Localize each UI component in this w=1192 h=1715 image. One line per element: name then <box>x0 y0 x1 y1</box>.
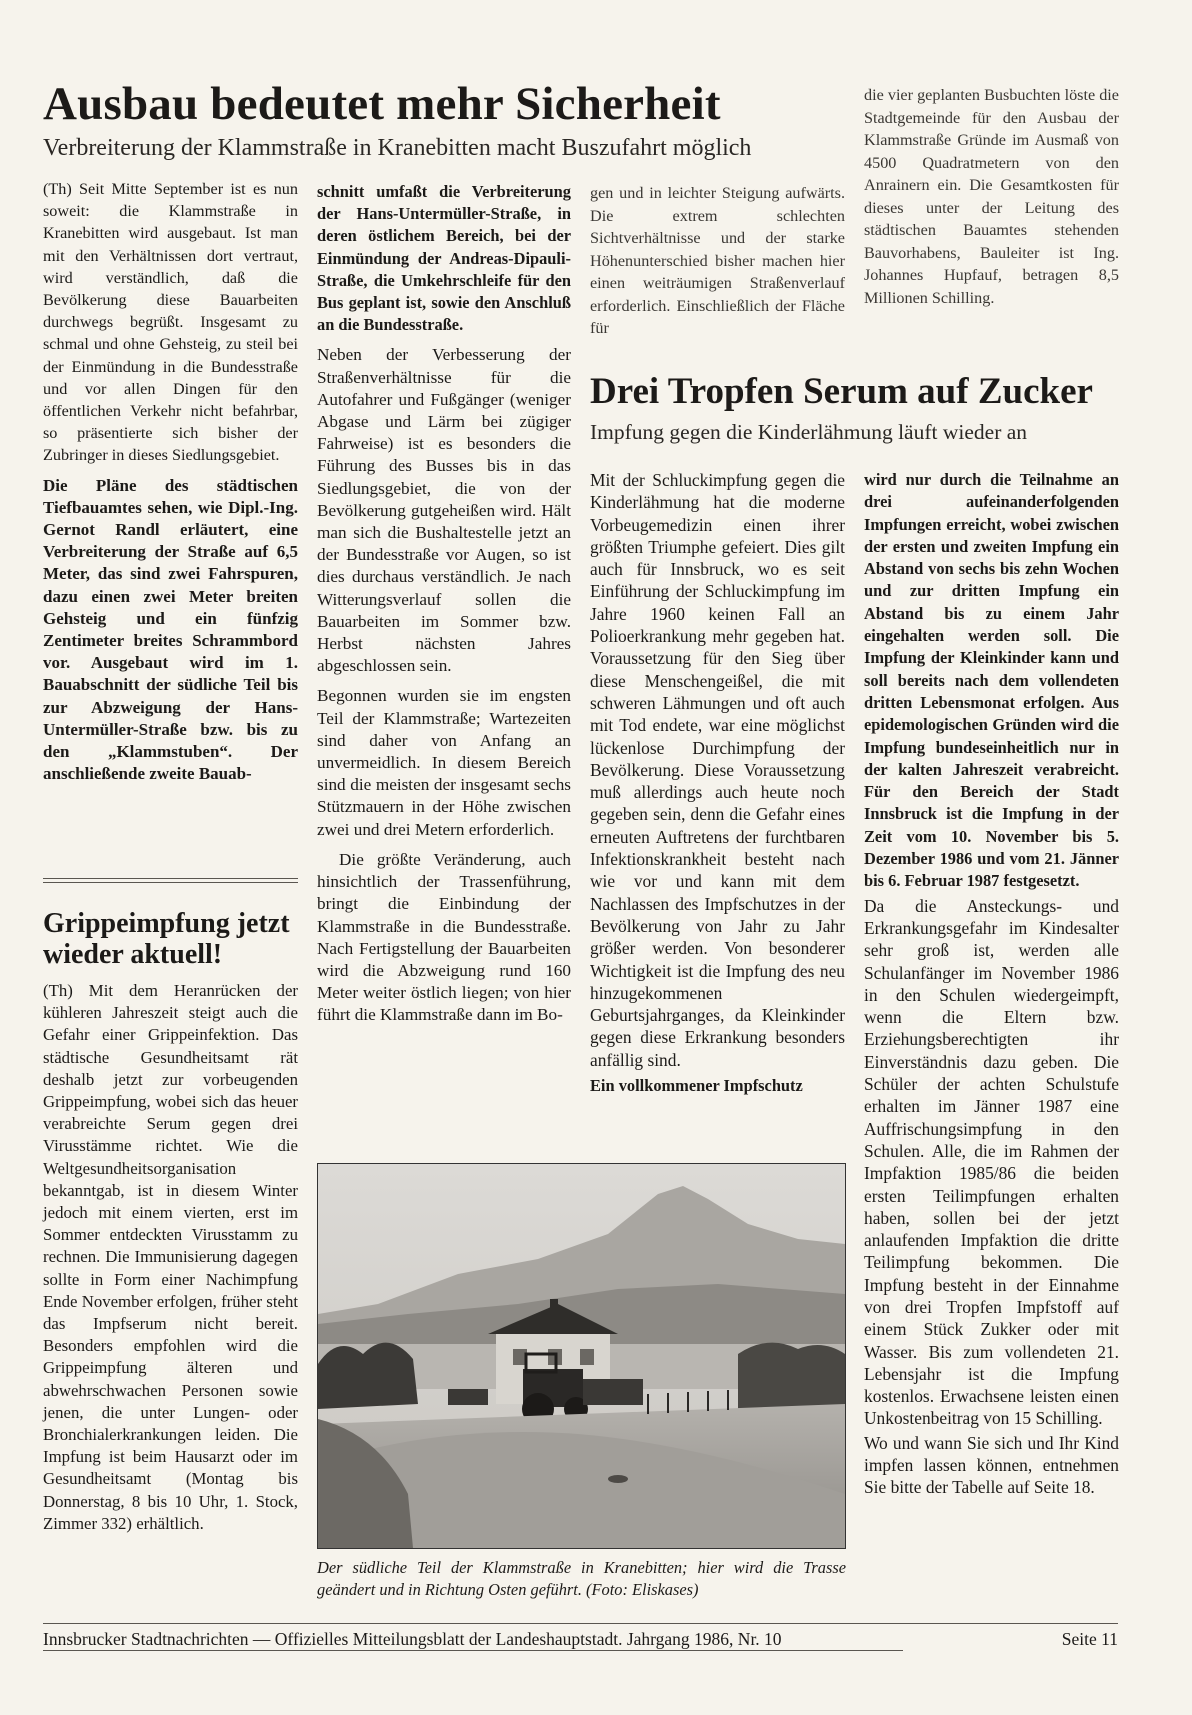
article-subtitle: Verbreiterung der Klammstraße in Kranebitten macht Buszufahrt möglich <box>43 135 752 161</box>
article-paragraph: Da die Ansteckungs- und Erkrankungsgefahr im Kindesalter sehr groß ist, werden alle Schulanfänger im November 1986 in den Schulen wiedergeimpft, wenn die Eltern bzw. Erziehungsberechtigten ihr Einverständnis dazu geben. Die Schüler der achten Schulstufe erhalten im Jänner 1987 eine Auffrischungsimpfung in den Schulen. Alle, die im Rahmen der Impfaktion 1985/86 die beiden ersten Teilimpfungen erhalten haben, sollen bei der jetzt anlaufenden Impfaktion die dritte Teilimpfung bekommen. Die Impfung besteht in der Einnahme von drei Tropfen Impfstoff auf einem Stück Zukker oder mit Wasser. Bis zum vollendeten 21. Lebensjahr ist die Impfung kostenlos. Erwachsene leisten einen Unkostenbeitrag von 15 Schilling. <box>864 895 1119 1429</box>
page-number: Seite 11 <box>1061 1629 1118 1649</box>
grippe-title: Grippeimpfung jetzt wieder aktuell! <box>43 908 290 970</box>
serum-column-left <box>590 469 845 1097</box>
footer-rule <box>43 1623 1118 1624</box>
article-paragraph: (Th) Seit Mitte September ist es nun soweit: die Klammstraße in Kranebitten wird ausgebaut. Ist man mit den Verhältnissen dort vertraut, wird verständlich, daß die Bevölkerung diese Bauarbeiten durchwegs begrüßt. Insgesamt zu schmal und ohne Gehsteig, zu steil bei der Einmündung in die Bundesstraße und vor allen Dingen für den öffentlichen Verkehr nicht befahrbar, so präsentierte sich bisher der Zubringer in dieses Siedlungsgebiet. <box>43 180 298 465</box>
serum-subtitle: Impfung gegen die Kinderlähmung läuft wieder an <box>590 420 1028 444</box>
article-paragraph: Wo und wann Sie sich und Ihr Kind impfen lassen können, entnehmen Sie bitte der Tabelle auf Seite 18. <box>864 1432 1119 1498</box>
photo-caption: Der südliche Teil der Klammstraße in Kranebitten; hier wird die Trasse geändert und in Richtung Osten geführt. (Foto: Eliskases) <box>317 1558 846 1599</box>
article-paragraph: Neben der Verbesserung der Straßenverhältnisse für die Autofahrer und Fußgänger (weniger Abgase und Lärm bei zügiger Fahrweise) ist es besonders die Führung des Busses bis in das Siedlungsgebiet, die von der Bevölkerung gutgeheißen wird. Hält man sich die Bushaltestelle jetzt an der Bundesstraße vor Augen, so ist dies durchaus verständlich. Je nach Witterungsverlauf sollen die Bauarbeiten im Sommer bzw. Herbst nächsten Jahres abgeschlossen sein. <box>317 345 571 676</box>
article-paragraph: Mit der Schluckimpfung gegen die Kinderlähmung hat die moderne Vorbeugemedizin einen ihrer größten Triumphe gefeiert. Dies gilt auch für Innsbruck, wo es seit Einführung der Schluckimpfung im Jahre 1960 keinen Fall an Polioerkrankung mehr gegeben hat. Voraussetzung für den Sieg über diese Menschengeißel, die mit schweren Lähmungen und oft auch mit Tod endete, war eine möglichst lückenlose Durchimpfung der Bevölkerung. Diese Voraussetzung muß allerdings auch heute noch gegeben sein, denn die Gefahr eines erneuten Auftretens der furchtbaren Infektionskrankheit besteht nach wie vor und kann mit dem Nachlassen des Impfschutzes in der Bevölkerung von Jahr zu Jahr größer werden. Von besonderer Wichtigkeit ist die Impfung des neu hinzugekommenen Geburtsjahrganges, da Kleinkinder gegen diese Erkrankung besonders anfällig sind. <box>590 470 845 1070</box>
article-paragraph-bold: Die Pläne des städtischen Tiefbauamtes sehen, wie Dipl.-Ing. Gernot Randl erläutert, eine Verbreiterung der Straße auf 6,5 Meter, das sind zwei Fahrspuren, dazu einen zwei Meter breiten Gehsteig und ein fünfzig Zentimeter breites Schrammbord vor. Ausgebaut wird im 1. Bauabschnitt der südliche Teil bis zur Abzweigung der Hans-Untermüller-Straße bzw. bis zu den „Klammstuben“. Der anschließende zweite Bauab- <box>43 475 298 784</box>
article-paragraph: Die größte Veränderung, auch hinsichtlich der Trassenführung, bringt die Einbindung der Klammstraße in die Bundesstraße. Nach Fertigstellung der Bauarbeiten wird die Abzweigung rund 160 Meter weiter östlich liegen; von hier führt die Klammstraße dann im Bo- <box>317 849 571 1025</box>
article-column-2 <box>317 181 571 1027</box>
grippe-text: (Th) Mit dem Heranrücken der kühleren Jahreszeit steigt auch die Gefahr einer Grippeinfektion. Das städtische Gesundheitsamt rät deshalb jetzt zur vorbeugenden Grippeimpfung, wobei sich das heuer verabreichte Serum gegen drei Virusstämme richtet. Wie die Weltgesundheitsorganisation bekanntgab, ist in diesem Winter jedoch mit einem vierten, erst im Sommer entdeckten Virusstamm zu rechnen. Die Immunisierung dagegen sollte in Form einer Nachimpfung Ende November erfolgen, früher steht das Impfserum nicht bereit. Besonders empfohlen wird die Grippeimpfung älteren und abwehrschwachen Personen sowie jenen, die unter Lungen- oder Bronchialerkrankungen leiden. Die Impfung ist beim Hausarzt oder im Gesundheitsamt (Montag bis Donnerstag, 8 bis 10 Uhr, 1. Stock, Zimmer 332) erhältlich. <box>43 981 298 1533</box>
divider <box>43 878 298 879</box>
article-column-3: gen und in leichter Steigung aufwärts. Die extrem schlechten Sichtverhältnisse und der starke Höhenunterschied bisher machen hier einen weiträumigen Straßenverlauf erforderlich. Einschließlich der Fläche für <box>590 184 845 337</box>
article-column-1 <box>43 178 298 785</box>
subheading: Ein vollkommener Impfschutz <box>590 1076 803 1096</box>
article-title: Ausbau bedeutet mehr Sicherheit <box>43 78 721 130</box>
footer-publication: Innsbrucker Stadtnachrichten — Offizielles Mitteilungsblatt der Landeshauptstadt. Jahrgang 1986, Nr. 10 <box>43 1629 782 1649</box>
divider <box>43 882 298 883</box>
article-paragraph-bold: wird nur durch die Teilnahme an drei aufeinanderfolgenden Impfungen erreicht, wobei zwischen der ersten und zweiten Impfung ein Abstand von sechs bis zehn Wochen und zur dritten Impfung ein Abstand bis zu einem Jahr eingehalten werden soll. Die Impfung der Kleinkinder kann und soll bereits nach dem vollendeten dritten Lebensmonat erfolgen. Aus epidemologischen Gründen wird die Impfung bundeseinheitlich nur in der kalten Jahreszeit verabreicht. Für den Bereich der Stadt Innsbruck ist die Impfung in der Zeit vom 10. November bis 5. Dezember 1986 und vom 21. Jänner bis 6. Februar 1987 festgesetzt. <box>864 470 1119 891</box>
construction-photo <box>317 1163 846 1549</box>
article-paragraph: Begonnen wurden sie im engsten Teil der Klammstraße; Wartezeiten sind daher von Anfang an unvermeidlich. In diesem Bereich sind die meisten der insgesamt sechs Stützmauern in der Höhe zwischen zwei und drei Metern erforderlich. <box>317 686 571 839</box>
article-paragraph-bold: schnitt umfaßt die Verbreiterung der Hans-Untermüller-Straße, in deren östlichem Bereich, bei der Einmündung der Andreas-Dipauli-Straße, die Umkehrschleife für den Bus geplant ist, sowie den Anschluß an die Bundesstraße. <box>317 182 571 335</box>
footer-rule <box>43 1650 903 1651</box>
serum-column-right <box>864 469 1119 1499</box>
serum-title: Drei Tropfen Serum auf Zucker <box>590 371 1093 412</box>
article-column-4: die vier geplanten Busbuchten löste die Stadtgemeinde für den Ausbau der Klammstraße Gründe im Ausmaß von 4500 Quadratmetern von den Anrainern ein. Die Gesamtkosten für dieses unter der Leitung des städtischen Bauamtes stehenden Bauvorhabens, Bauleiter ist Ing. Johannes Hupfauf, betragen 8,5 Millionen Schilling. <box>864 86 1119 307</box>
